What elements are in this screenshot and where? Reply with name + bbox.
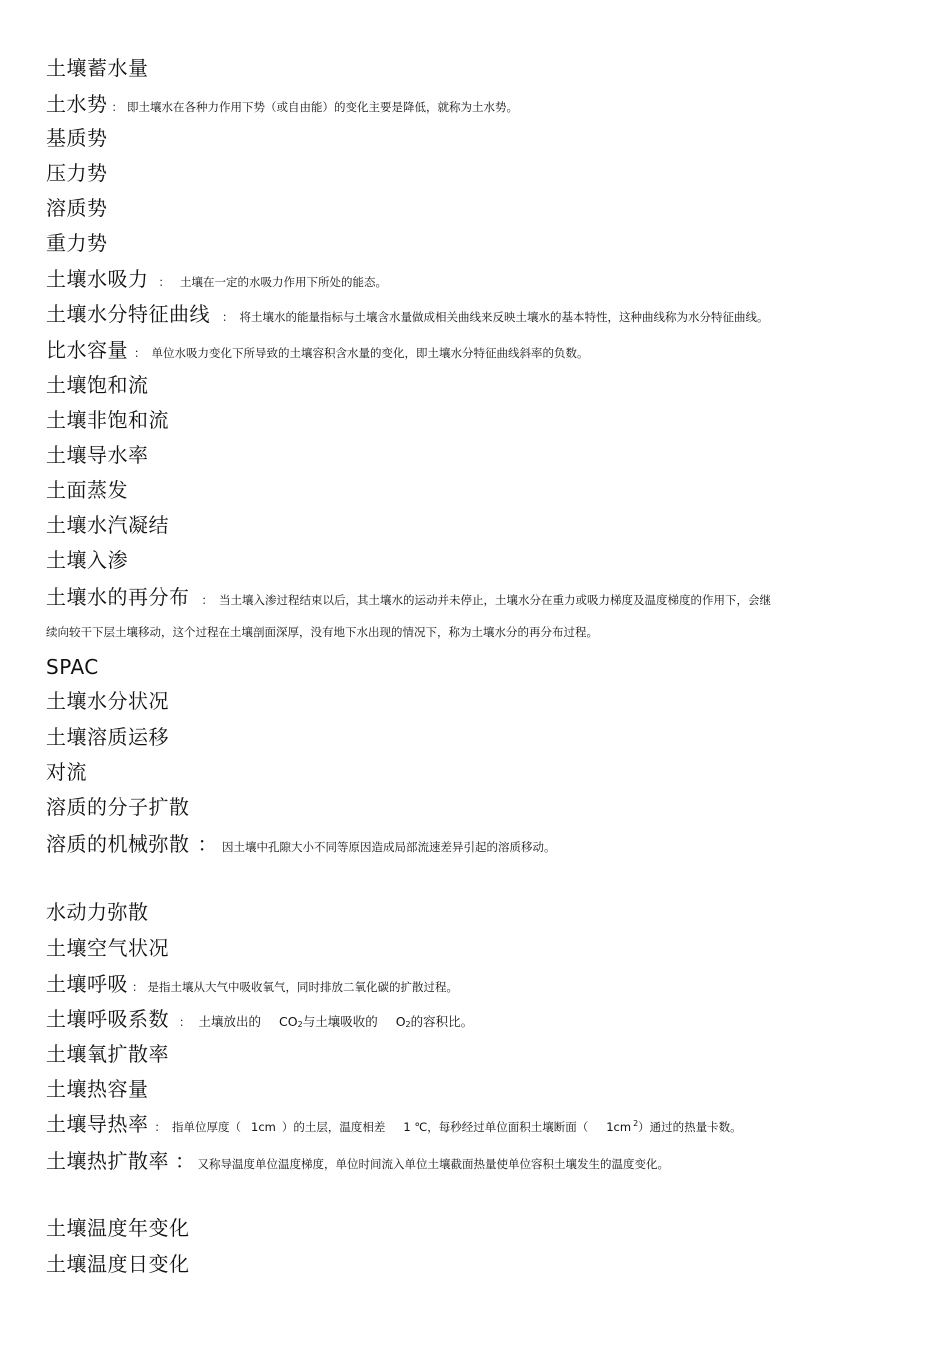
entry-respiration-coefficient: 土壤呼吸系数 ： 土壤放出的 CO2与土壤吸收的 O2的容积比。: [46, 1007, 474, 1031]
term-solute-transport: 土壤溶质运移: [46, 725, 169, 749]
term-hydraulic-conductivity: 土壤导水率: [46, 443, 149, 467]
term-unsaturated-flow: 土壤非饱和流: [46, 408, 169, 432]
term-convection: 对流: [46, 760, 87, 784]
term-soil-air-regime: 土壤空气状况: [46, 936, 169, 960]
term-soil-evaporation: 土面蒸发: [46, 478, 128, 502]
term-oxygen-diffusion-rate: 土壤氧扩散率: [46, 1042, 169, 1066]
term-heat-capacity: 土壤热容量: [46, 1077, 149, 1101]
term-pressure-potential: 压力势: [46, 161, 108, 185]
term-solute-potential: 溶质势: [46, 196, 108, 220]
term-annual-temperature-variation: 土壤温度年变化: [46, 1216, 190, 1240]
term-soil-water-storage: 土壤蓄水量: [46, 56, 149, 80]
term-hydrodynamic-dispersion: 水动力弥散: [46, 900, 149, 924]
entry-thermal-diffusivity: 土壤热扩散率 ： 又称导温度单位温度梯度，单位时间流入单位土壤截面热量使单位容积土壤发生的温度变化。: [46, 1149, 669, 1173]
term-gravity-potential: 重力势: [46, 231, 108, 255]
term-soil-moisture-regime: 土壤水分状况: [46, 689, 169, 713]
entry-soil-respiration: 土壤呼吸 ： 是指土壤从大气中吸收氧气，同时排放二氧化碳的扩散过程。: [46, 972, 458, 996]
term-molecular-diffusion: 溶质的分子扩散: [46, 795, 190, 819]
entry-mechanical-dispersion: 溶质的机械弥散 ： 因土壤中孔隙大小不同等原因造成局部流速差异引起的溶质移动。: [46, 832, 556, 856]
term-daily-temperature-variation: 土壤温度日变化: [46, 1252, 190, 1276]
term-vapor-condensation: 土壤水汽凝结: [46, 513, 169, 537]
term-saturated-flow: 土壤饱和流: [46, 373, 149, 397]
entry-specific-water-capacity: 比水容量 ： 单位水吸力变化下所导致的土壤容积含水量的变化，即土壤水分特征曲线斜率的负数。: [46, 338, 589, 362]
entry-redistribution-continued: 续向较干下层土壤移动，这个过程在土壤剖面深厚，没有地下水出现的情况下，称为土壤水分的再分布过程。: [46, 625, 598, 639]
entry-soil-water-potential: 土水势 ： 即土壤水在各种力作用下势（或自由能）的变化主要是降低，就称为土水势。: [46, 92, 518, 116]
term-spac: SPAC: [46, 655, 99, 679]
entry-redistribution: 土壤水的再分布 ： 当土壤入渗过程结束以后，其土壤水的运动并未停止，土壤水分在重力或吸力梯度及温度梯度的作用下，会继: [46, 585, 771, 609]
entry-thermal-conductivity: 土壤导热率 ： 指单位厚度（ 1cm ）的土层，温度相差 1 ℃，每秒经过单位面积土壤断面（ 1cm $^2$）通过的热量卡数。: [46, 1112, 742, 1136]
entry-soil-water-suction: 土壤水吸力 ： 土壤在一定的水吸力作用下所处的能态。: [46, 267, 387, 291]
term-infiltration: 土壤入渗: [46, 548, 128, 572]
term-matric-potential: 基质势: [46, 126, 108, 150]
entry-water-characteristic-curve: 土壤水分特征曲线 ： 将土壤水的能量指标与土壤含水量做成相关曲线来反映土壤水的基本特性，这种曲线称为水分特征曲线。: [46, 302, 769, 326]
